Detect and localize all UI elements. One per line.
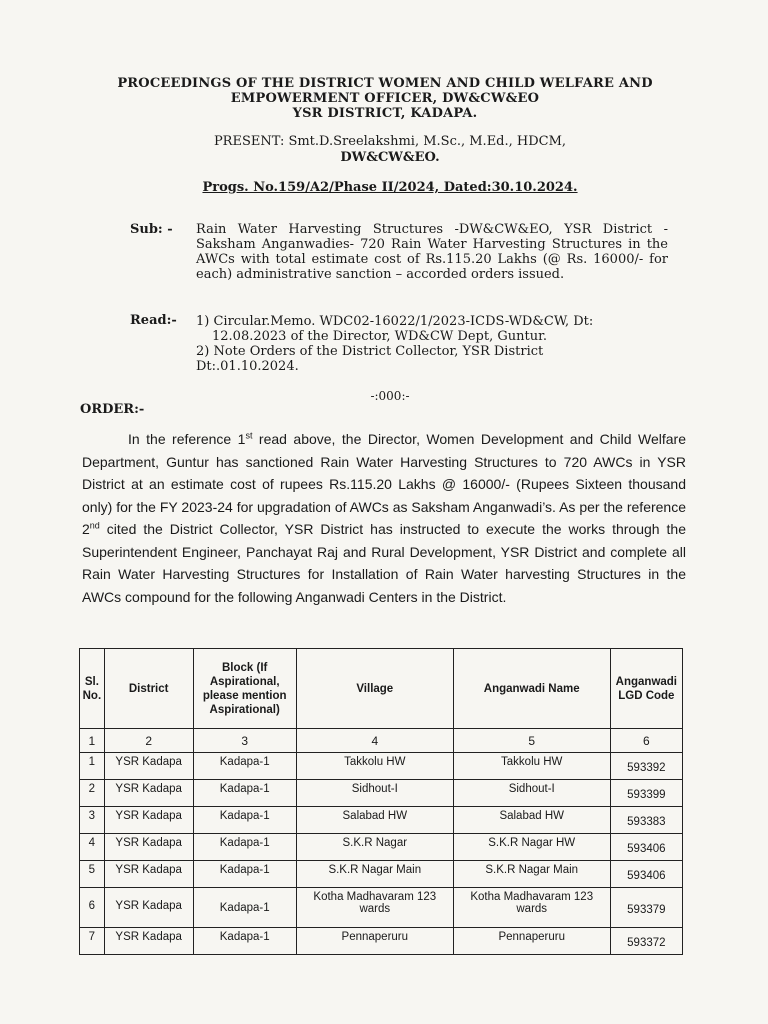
order-sup-1: st — [245, 430, 253, 441]
cell-district: YSR Kadapa — [104, 780, 193, 807]
cell-lgd-code: 593379 — [610, 888, 682, 928]
cell-block: Kadapa-1 — [193, 928, 296, 955]
table-row — [80, 834, 683, 861]
cell-block: Kadapa-1 — [193, 807, 296, 834]
cell-block: Kadapa-1 — [193, 753, 296, 780]
header-anganwadi-name: Anganwadi Name — [453, 649, 610, 729]
cell-village: Sidhout-I — [296, 780, 453, 807]
cell-village: S.K.R Nagar — [296, 834, 453, 861]
anganwadi-table — [79, 648, 683, 955]
cell-lgd-code: 593383 — [610, 807, 682, 834]
cell-district: YSR Kadapa — [104, 834, 193, 861]
cell-lgd-code: 593406 — [610, 861, 682, 888]
title-line-1: PROCEEDINGS OF THE DISTRICT WOMEN AND CHILD WELFARE AND — [117, 76, 653, 91]
cell-lgd-code: 593392 — [610, 753, 682, 780]
cell-district: YSR Kadapa — [104, 928, 193, 955]
header-district: District — [104, 649, 193, 729]
cell-anganwadi-name: Takkolu HW — [453, 753, 610, 780]
cell-anganwadi-name: Kotha Madhavaram 123 wards — [453, 888, 610, 928]
cell-anganwadi-name: Sidhout-I — [453, 780, 610, 807]
table-row — [80, 753, 683, 780]
cell-anganwadi-name: Pennaperuru — [453, 928, 610, 955]
cell-block: Kadapa-1 — [193, 780, 296, 807]
cell-lgd-code: 593399 — [610, 780, 682, 807]
cell-block: Kadapa-1 — [193, 834, 296, 861]
table-row — [80, 861, 683, 888]
cell-anganwadi-name: S.K.R Nagar HW — [453, 834, 610, 861]
cell-village: Pennaperuru — [296, 928, 453, 955]
cell-sl-no: 3 — [80, 807, 105, 834]
cell-sl-no: 5 — [80, 861, 105, 888]
cell-district: YSR Kadapa — [104, 888, 193, 928]
read-references — [196, 314, 676, 374]
present-line: PRESENT: Smt.D.Sreelakshmi, M.Sc., M.Ed., HDCM, — [213, 134, 567, 149]
cell-sl-no: 2 — [80, 780, 105, 807]
table-row — [80, 780, 683, 807]
cell-village: Takkolu HW — [296, 753, 453, 780]
read-item-2-line-2: Dt:.01.10.2024. — [196, 359, 299, 374]
order-paragraph — [82, 428, 686, 608]
cell-block: Kadapa-1 — [193, 888, 296, 928]
cell-sl-no: 1 — [80, 753, 105, 780]
header-village: Village — [296, 649, 453, 729]
cell-village: Salabad HW — [296, 807, 453, 834]
order-text-part-2: read above, the Director, Women Development and Child Welfare Department, Guntur has sanctioned Rain Water Harvesting Structures to 720 AWCs in YSR District at an estimate cost of rupees Rs.115.20 Lakhs @ 16000/- (Rupees Sixteen thousand only) for the FY 2023-24 for upgradation of AWCs as Saksham Anganwadi’s. As per the reference 2 — [82, 431, 686, 537]
subject-label: Sub: - — [130, 222, 173, 237]
cell-anganwadi-name: S.K.R Nagar Main — [453, 861, 610, 888]
cell-anganwadi-name: Salabad HW — [453, 807, 610, 834]
present-designation: DW&CW&EO. — [340, 150, 440, 165]
col-number: 6 — [610, 729, 682, 753]
cell-sl-no: 6 — [80, 888, 105, 928]
cell-lgd-code: 593372 — [610, 928, 682, 955]
cell-village: Kotha Madhavaram 123 wards — [296, 888, 453, 928]
present-block — [150, 134, 630, 166]
proceedings-number: Progs. No.159/A2/Phase II/2024, Dated:30.10.2024. — [202, 180, 578, 195]
subject-text: Rain Water Harvesting Structures -DW&CW&EO, YSR District - Saksham Anganwadies- 720 Rain Water Harvesting Structures in the AWCs with total estimate cost of Rs.115.20 Lakhs (@ Rs. 16000/- for each) administrative sanction – accorded orders issued. — [196, 222, 668, 282]
title-line-2: EMPOWERMENT OFFICER, DW&CW&EO — [230, 91, 540, 106]
cell-lgd-code: 593406 — [610, 834, 682, 861]
cell-village: S.K.R Nagar Main — [296, 861, 453, 888]
read-item-1-line-1: 1) Circular.Memo. WDC02-16022/1/2023-ICDS-WD&CW, Dt: — [196, 314, 594, 329]
header-sl-no: Sl. No. — [80, 649, 105, 729]
column-number-row — [80, 729, 683, 753]
title-line-3: YSR DISTRICT, KADAPA. — [292, 106, 478, 121]
cell-district: YSR Kadapa — [104, 753, 193, 780]
cell-sl-no: 7 — [80, 928, 105, 955]
header-block: Block (If Aspirational, please mention Aspirational) — [193, 649, 296, 729]
read-item-2-line-1: 2) Note Orders of the District Collector, YSR District — [196, 344, 544, 359]
cell-sl-no: 4 — [80, 834, 105, 861]
section-separator: -:000:- — [370, 389, 410, 403]
order-sup-2: nd — [89, 520, 100, 531]
cell-district: YSR Kadapa — [104, 807, 193, 834]
header-lgd-code: Anganwadi LGD Code — [610, 649, 682, 729]
proceedings-title — [40, 76, 730, 121]
col-number: 3 — [193, 729, 296, 753]
cell-block: Kadapa-1 — [193, 861, 296, 888]
table-header-row — [80, 649, 683, 729]
col-number: 2 — [104, 729, 193, 753]
col-number: 5 — [453, 729, 610, 753]
table-row — [80, 888, 683, 928]
read-label: Read:- — [130, 313, 177, 328]
cell-district: YSR Kadapa — [104, 861, 193, 888]
table-row — [80, 807, 683, 834]
order-label: ORDER:- — [80, 402, 145, 417]
read-item-1-line-2: 12.08.2023 of the Director, WD&CW Dept, Guntur. — [212, 329, 547, 344]
col-number: 4 — [296, 729, 453, 753]
order-text-part-1: In the reference 1 — [128, 431, 246, 447]
table-row — [80, 928, 683, 955]
order-text-part-3: cited the District Collector, YSR District has instructed to execute the works through the Superintendent Engineer, Panchayat Raj and Rural Development, YSR District and complete all Rain Water Harvesting Structures for Installation of Rain Water harvesting Structures in the AWCs compound for the following Anganwadi Centers in the District. — [82, 521, 686, 605]
col-number: 1 — [80, 729, 105, 753]
